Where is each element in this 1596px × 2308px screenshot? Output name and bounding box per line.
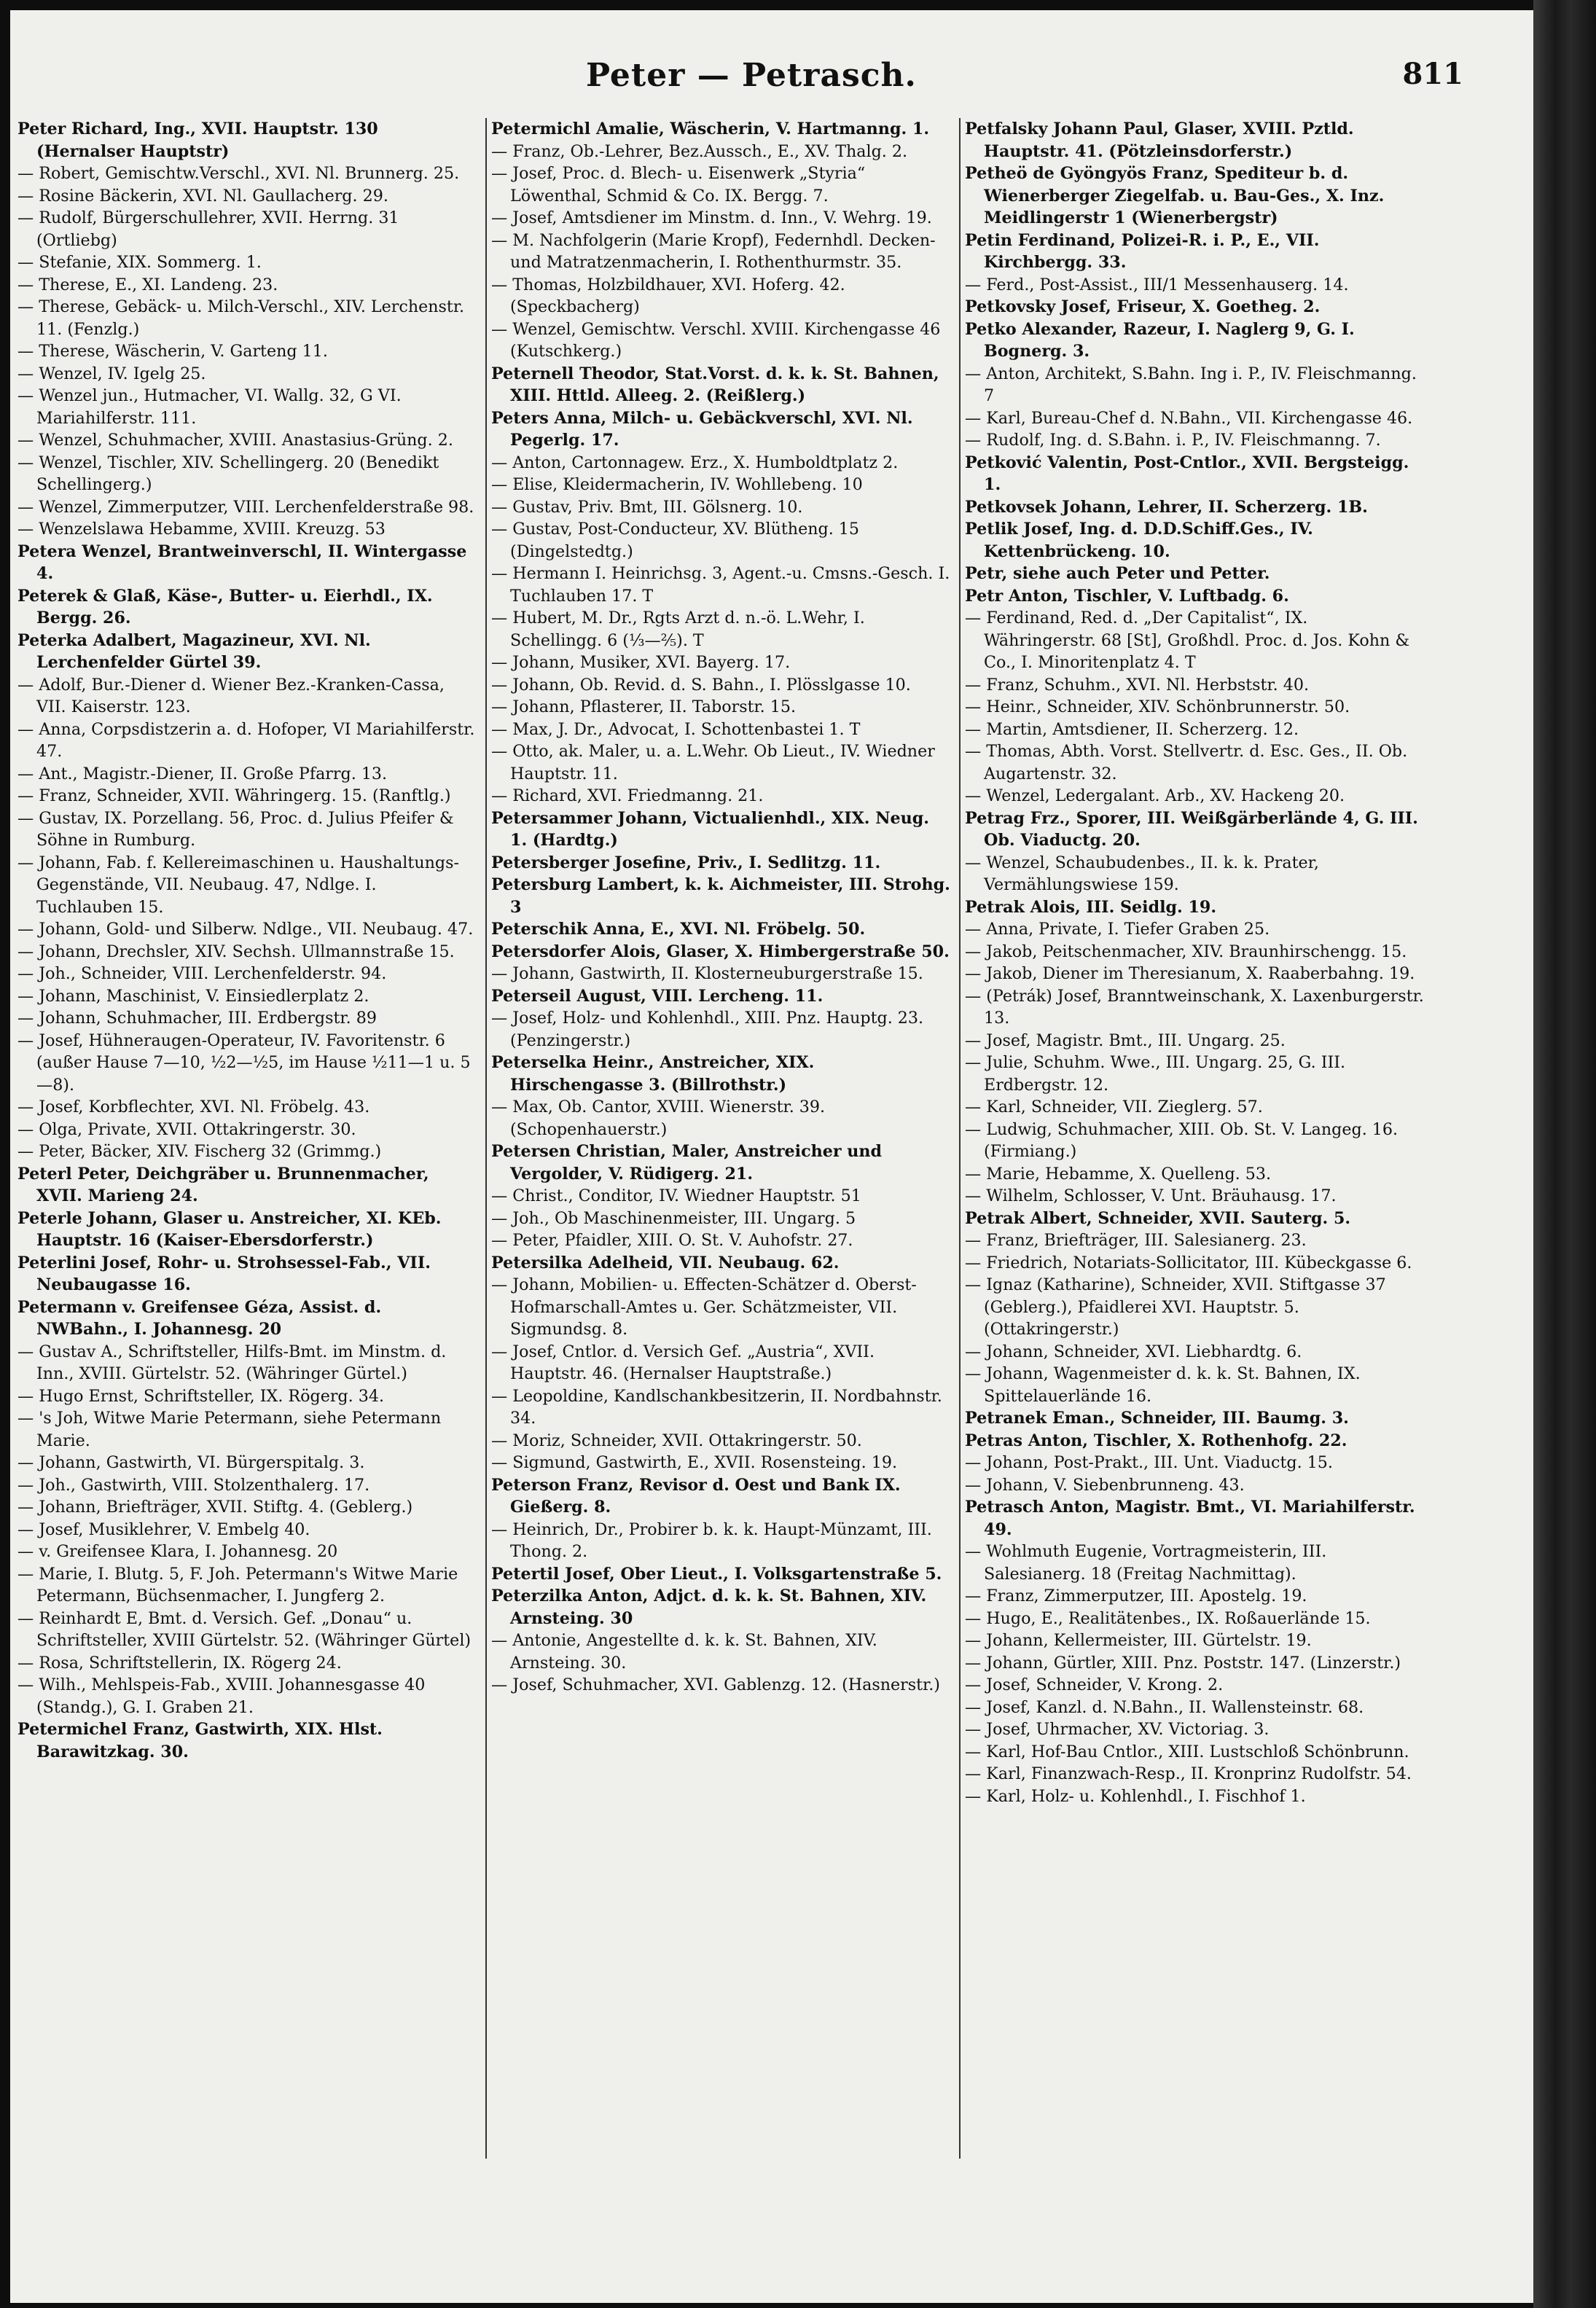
directory-entry: — Ferd., Post-Assist., III/1 Messenhauserg. 14. (965, 275, 1349, 294)
directory-entry: — Josef, Uhrmacher, XV. Victoriag. 3. (965, 1720, 1270, 1739)
directory-entry: — Johann, Kellermeister, III. Gürtelstr. 19. (965, 1631, 1312, 1650)
directory-entry: — Leopoldine, Kandlschankbesitzerin, II. Nordbahnstr. 34. (491, 1386, 942, 1428)
directory-entry: — Thomas, Abth. Vorst. Stellvertr. d. Esc. Ges., II. Ob. Augartenstr. 32. (965, 742, 1408, 783)
directory-entry: — Christ., Conditor, IV. Wiedner Hauptstr. 51 (491, 1186, 861, 1205)
directory-entry: — M. Nachfolgerin (Marie Kropf), Federnhdl. Decken- und Matratzenmacherin, I. Rothenthurmstr. 35. (491, 230, 936, 272)
directory-entry: — Anton, Cartonnagew. Erz., X. Humboldtplatz 2. (491, 453, 899, 472)
directory-entry: — Franz, Zimmerputzer, III. Apostelg. 19. (965, 1587, 1307, 1605)
directory-entry: — Robert, Gemischtw.Verschl., XVI. Nl. Brunnerg. 25. (17, 164, 460, 183)
directory-entry: — Julie, Schuhm. Wwe., III. Ungarg. 25, G. III. Erdbergstr. 12. (965, 1053, 1346, 1095)
directory-entry: — Hugo Ernst, Schriftsteller, IX. Rögerg. 34. (17, 1386, 385, 1406)
directory-entry: — Franz, Briefträger, III. Salesianerg. 23. (965, 1231, 1307, 1250)
directory-entry: — Josef, Schuhmacher, XVI. Gablenzg. 12. (Hasnerstr.) (491, 1675, 940, 1694)
directory-entry: Petrak Albert, Schneider, XVII. Sauterg. 5. (965, 1208, 1351, 1228)
directory-entry: — Franz, Schneider, XVII. Währingerg. 15. (Ranftlg.) (17, 786, 451, 805)
directory-entry: — Wenzel, Tischler, XIV. Schellingerg. 20 (Benedikt Schellingerg.) (17, 453, 439, 494)
directory-entry: — Reinhardt E, Bmt. d. Versich. Gef. „Donau“ u. Schriftsteller, XVIII Gürtelstr. 52. (Währinger Gürtel) (17, 1608, 472, 1650)
page-number: 811 (1402, 57, 1463, 91)
directory-entry: Peterl Peter, Deichgräber u. Brunnenmacher, XVII. Marieng 24. (17, 1164, 429, 1205)
directory-entry: — Wenzel, Zimmerputzer, VIII. Lerchenfelderstraße 98. (17, 497, 474, 517)
directory-entry: — Anton, Architekt, S.Bahn. Ing i. P., IV. Fleischmanng. 7 (965, 364, 1417, 405)
directory-entry: Peterka Adalbert, Magazineur, XVI. Nl. Lerchenfelder Gürtel 39. (17, 630, 371, 672)
directory-entry: Petković Valentin, Post-Cntlor., XVII. Bergsteigg. 1. (965, 453, 1409, 494)
directory-entry: — Therese, E., XI. Landeng. 23. (17, 275, 278, 294)
directory-entry: — Josef, Musiklehrer, V. Embelg 40. (17, 1519, 310, 1539)
directory-entry: — Heinrich, Dr., Probirer b. k. k. Haupt-Münzamt, III. Thong. 2. (491, 1519, 932, 1561)
directory-entry: — Josef, Proc. d. Blech- u. Eisenwerk „Styria“ Löwenthal, Schmid & Co. IX. Bergg. 7. (491, 164, 866, 206)
directory-entry: — Rudolf, Bürgerschullehrer, XVII. Herrng. 31 (Ortliebg) (17, 208, 399, 250)
directory-entry: — Wenzel, Ledergalant. Arb., XV. Hackeng 20. (965, 786, 1345, 805)
directory-entry: Petheö de Gyöngyös Franz, Spediteur b. d. Wienerberger Ziegelfab. u. Bau-Ges., X. Inz. Meidlingerstr 1 (Wienerbergstr) (965, 164, 1385, 227)
directory-column-1 (17, 118, 477, 1763)
directory-entry: — Franz, Schuhm., XVI. Nl. Herbststr. 40. (965, 675, 1310, 695)
directory-entry: — Johann, Drechsler, XIV. Sechsh. Ullmannstraße 15. (17, 942, 455, 961)
directory-entry: — Joh., Gastwirth, VIII. Stolzenthalerg. 17. (17, 1475, 370, 1495)
directory-entry: — Wohlmuth Eugenie, Vortragmeisterin, III. Salesianerg. 18 (Freitag Nachmittag). (965, 1542, 1327, 1584)
directory-entry: Petras Anton, Tischler, X. Rothenhofg. 22. (965, 1431, 1347, 1450)
directory-entry: — Ludwig, Schuhmacher, XIII. Ob. St. V. Langeg. 16. (Firmiang.) (965, 1119, 1399, 1161)
directory-entry: — Johann, Maschinist, V. Einsiedlerplatz 2. (17, 986, 369, 1006)
directory-entry: — Josef, Korbflechter, XVI. Nl. Fröbelg. 43. (17, 1098, 370, 1116)
directory-entry: — Thomas, Holzbildhauer, XVI. Hoferg. 42. (Speckbacherg) (491, 275, 845, 316)
directory-entry: Peterzilka Anton, Adjct. d. k. k. St. Bahnen, XIV. Arnsteing. 30 (491, 1587, 927, 1628)
directory-entry: Peterschik Anna, E., XVI. Nl. Fröbelg. 50. (491, 920, 866, 939)
directory-entry: Petersilka Adelheid, VII. Neubaug. 62. (491, 1253, 840, 1272)
directory-entry: Petermichel Franz, Gastwirth, XIX. Hlst. Barawitzkag. 30. (17, 1720, 383, 1761)
directory-entry: Petermichl Amalie, Wäscherin, V. Hartmanng. 1. (491, 120, 930, 138)
directory-entry: Petertil Josef, Ober Lieut., I. Volksgartenstraße 5. (491, 1564, 942, 1584)
directory-entry: Petko Alexander, Razeur, I. Naglerg 9, G. I. Bognerg. 3. (965, 319, 1355, 361)
directory-entry: — (Petrák) Josef, Branntweinschank, X. Laxenburgerstr. 13. (965, 986, 1424, 1028)
directory-entry: — Johann, Wagenmeister d. k. k. St. Bahnen, IX. Spittelauerlände 16. (965, 1364, 1361, 1406)
directory-entry: Petkovsky Josef, Friseur, X. Goetheg. 2. (965, 297, 1321, 316)
directory-entry: — Karl, Bureau-Chef d. N.Bahn., VII. Kirchengasse 46. (965, 408, 1413, 428)
directory-entry: — Johann, V. Siebenbrunneng. 43. (965, 1475, 1245, 1495)
directory-entry: — Johann, Briefträger, XVII. Stiftg. 4. (Geblerg.) (17, 1498, 413, 1517)
directory-entry: — Stefanie, XIX. Sommerg. 1. (17, 253, 262, 272)
directory-entry: — Johann, Schneider, XVI. Liebhardtg. 6. (965, 1342, 1302, 1361)
directory-entry: — Johann, Ob. Revid. d. S. Bahn., I. Plösslgasse 10. (491, 675, 911, 695)
directory-entry: — Peter, Pfaidler, XIII. O. St. V. Auhofstr. 27. (491, 1231, 853, 1250)
directory-entry: — Anna, Private, I. Tiefer Graben 25. (965, 920, 1270, 939)
directory-entry: — Sigmund, Gastwirth, E., XVII. Rosensteing. 19. (491, 1453, 898, 1472)
directory-entry: Petkovsek Johann, Lehrer, II. Scherzerg. 1B. (965, 497, 1368, 517)
directory-entry: — Johann, Post-Prakt., III. Unt. Viaductg. 15. (965, 1453, 1333, 1472)
directory-entry: — Richard, XVI. Friedmanng. 21. (491, 786, 764, 805)
directory-entry: — Johann, Pflasterer, II. Taborstr. 15. (491, 697, 797, 716)
directory-page (10, 10, 1533, 2303)
directory-entry: — Wenzel, Schuhmacher, XVIII. Anastasius-Grüng. 2. (17, 431, 453, 450)
directory-entry: — Olga, Private, XVII. Ottakringerstr. 30. (17, 1119, 356, 1139)
directory-entry: — Max, J. Dr., Advocat, I. Schottenbastei 1. T (491, 719, 861, 739)
directory-entry: Petr Anton, Tischler, V. Luftbadg. 6. (965, 586, 1289, 606)
directory-entry: — Ant., Magistr.-Diener, II. Große Pfarrg. 13. (17, 764, 388, 783)
directory-entry: — Josef, Hühneraugen-Operateur, IV. Favoritenstr. 6 (außer Hause 7—10, ½2—½5, im Hause ½11—1 u. 5—8). (17, 1030, 471, 1095)
directory-entry: Peterselka Heinr., Anstreicher, XIX. Hirschengasse 3. (Billrothstr.) (491, 1053, 815, 1095)
directory-entry: — Jakob, Peitschenmacher, XIV. Braunhirschengg. 15. (965, 942, 1407, 961)
directory-entry: — Ignaz (Katharine), Schneider, XVII. Stiftgasse 37 (Geblerg.), Pfaidlerei XVI. Hauptstr. 5. (Ottakringerstr.) (965, 1275, 1386, 1339)
directory-entry: — Hermann I. Heinrichsg. 3, Agent.-u. Cmsns.-Gesch. I. Tuchlauben 17. T (491, 564, 950, 606)
directory-entry: Petranek Eman., Schneider, III. Baumg. 3. (965, 1409, 1349, 1428)
directory-entry: — Wilhelm, Schlosser, V. Unt. Bräuhausg. 17. (965, 1186, 1337, 1205)
directory-entry: — Karl, Holz- u. Kohlenhdl., I. Fischhof 1. (965, 1786, 1306, 1806)
directory-entry: — Rudolf, Ing. d. S.Bahn. i. P., IV. Fleischmanng. 7. (965, 431, 1381, 450)
directory-entry: — v. Greifensee Klara, I. Johannesg. 20 (17, 1542, 338, 1561)
directory-entry: Petrak Alois, III. Seidlg. 19. (965, 897, 1217, 917)
directory-entry: — Marie, Hebamme, X. Quelleng. 53. (965, 1164, 1272, 1184)
directory-entry: — Johann, Gold- und Silberw. Ndlge., VII. Neubaug. 47. (17, 920, 474, 939)
directory-entry: — Hugo, E., Realitätenbes., IX. Roßauerlände 15. (965, 1608, 1371, 1628)
directory-entry: — Franz, Ob.-Lehrer, Bez.Aussch., E., XV. Thalg. 2. (491, 141, 908, 161)
directory-entry: — Hubert, M. Dr., Rgts Arzt d. n.-ö. L.Wehr, I. Schellingg. 6 (⅓—⅖). T (491, 609, 865, 650)
directory-entry: — Johann, Mobilien- u. Effecten-Schätzer d. Oberst-Hofmarschall-Amtes u. Ger. Schätzmeister, VII. Sigmundsg. 8. (491, 1275, 917, 1339)
directory-entry: — Moriz, Schneider, XVII. Ottakringerstr. 50. (491, 1431, 862, 1450)
directory-entry: Petersdorfer Alois, Glaser, X. Himbergerstraße 50. (491, 942, 950, 961)
column-divider (485, 118, 487, 2159)
directory-entry: Petersammer Johann, Victualienhdl., XIX. Neug. 1. (Hardtg.) (491, 808, 930, 850)
directory-entry: — Gustav, Priv. Bmt, III. Gölsnerg. 10. (491, 497, 803, 517)
directory-entry: — Max, Ob. Cantor, XVIII. Wienerstr. 39. (Schopenhauerstr.) (491, 1098, 826, 1139)
directory-column-3 (965, 118, 1424, 1807)
directory-entry: Peterle Johann, Glaser u. Anstreicher, XI. KEb. Hauptstr. 16 (Kaiser-Ebersdorferstr.) (17, 1208, 442, 1250)
directory-entry: — Johann, Schuhmacher, III. Erdbergstr. 89 (17, 1009, 377, 1028)
directory-entry: Peterseil August, VIII. Lercheng. 11. (491, 986, 824, 1006)
directory-entry: — Karl, Finanzwach-Resp., II. Kronprinz Rudolfstr. 54. (965, 1764, 1412, 1783)
directory-entry: — Karl, Hof-Bau Cntlor., XIII. Lustschloß Schönbrunn. (965, 1742, 1409, 1761)
column-divider (959, 118, 961, 2159)
directory-entry: — Joh., Schneider, VIII. Lerchenfelderstr. 94. (17, 964, 387, 983)
directory-entry: Peternell Theodor, Stat.Vorst. d. k. k. St. Bahnen, XIII. Httld. Alleeg. 2. (Reißlerg.) (491, 364, 939, 405)
page-header (10, 57, 1482, 108)
directory-entry: Petrasch Anton, Magistr. Bmt., VI. Mariahilferstr. 49. (965, 1498, 1415, 1539)
directory-entry: Petermann v. Greifensee Géza, Assist. d. NWBahn., I. Johannesg. 20 (17, 1297, 382, 1339)
directory-entry: — Josef, Magistr. Bmt., III. Ungarg. 25. (965, 1030, 1286, 1050)
directory-entry: — Josef, Cntlor. d. Versich Gef. „Austria“, XVII. Hauptstr. 46. (Hernalser Hauptstraße.) (491, 1342, 875, 1383)
directory-entry: Petrag Frz., Sporer, III. Weißgärberlände 4, G. III. Ob. Viaductg. 20. (965, 808, 1418, 850)
directory-entry: Peter Richard, Ing., XVII. Hauptstr. 130 (Hernalser Hauptstr) (17, 120, 378, 161)
directory-entry: — Gustav, Post-Conducteur, XV. Blütheng. 15 (Dingelstedtg.) (491, 520, 860, 561)
directory-entry: — Gustav A., Schriftsteller, Hilfs-Bmt. im Minstm. d. Inn., XVIII. Gürtelstr. 52. (Währinger Gürtel.) (17, 1342, 447, 1383)
directory-entry: Peterlini Josef, Rohr- u. Strohsessel-Fab., VII. Neubaugasse 16. (17, 1253, 431, 1294)
directory-entry: Petfalsky Johann Paul, Glaser, XVIII. Pztld. Hauptstr. 41. (Pötzleinsdorferstr.) (965, 120, 1354, 161)
directory-entry: — Rosine Bäckerin, XVI. Nl. Gaullacherg. 29. (17, 186, 388, 206)
directory-entry: Petersburg Lambert, k. k. Aichmeister, III. Strohg. 3 (491, 875, 950, 917)
directory-entry: — Josef, Kanzl. d. N.Bahn., II. Wallensteinstr. 68. (965, 1697, 1364, 1717)
directory-entry: — Wenzel, Gemischtw. Verschl. XVIII. Kirchengasse 46 (Kutschkerg.) (491, 319, 941, 361)
directory-entry: Petersen Christian, Maler, Anstreicher und Vergolder, V. Rüdigerg. 21. (491, 1142, 883, 1184)
directory-entry: — Heinr., Schneider, XIV. Schönbrunnerstr. 50. (965, 697, 1350, 716)
directory-entry: — 's Joh, Witwe Marie Petermann, siehe Petermann Marie. (17, 1409, 442, 1450)
directory-entry: — Antonie, Angestellte d. k. k. St. Bahnen, XIV. Arnsteing. 30. (491, 1631, 877, 1673)
directory-entry: — Therese, Wäscherin, V. Garteng 11. (17, 342, 328, 361)
directory-entry: — Marie, I. Blutg. 5, F. Joh. Petermann's Witwe Marie Petermann, Büchsenmacher, I. Jungferg 2. (17, 1564, 458, 1605)
directory-entry: — Wenzel jun., Hutmacher, VI. Wallg. 32, G VI. Mariahilferstr. 111. (17, 386, 402, 428)
directory-entry: — Peter, Bäcker, XIV. Fischerg 32 (Grimmg.) (17, 1142, 382, 1161)
directory-entry: Petersberger Josefine, Priv., I. Sedlitzg. 11. (491, 853, 881, 872)
directory-entry: — Johann, Gastwirth, II. Klosterneuburgerstraße 15. (491, 964, 923, 983)
directory-entry: — Johann, Fab. f. Kellereimaschinen u. Haushaltungs-Gegenstände, VII. Neubaug. 47, Ndlge. I. Tuchlauben 15. (17, 853, 459, 917)
directory-entry: — Martin, Amtsdiener, II. Scherzerg. 12. (965, 719, 1299, 739)
directory-entry: — Johann, Musiker, XVI. Bayerg. 17. (491, 653, 791, 672)
directory-entry: Peterek & Glaß, Käse-, Butter- u. Eierhdl., IX. Bergg. 26. (17, 586, 433, 627)
directory-entry: — Friedrich, Notariats-Sollicitator, III. Kübeckgasse 6. (965, 1253, 1412, 1272)
directory-entry: Petin Ferdinand, Polizei-R. i. P., E., VII. Kirchbergg. 33. (965, 230, 1320, 272)
directory-entry: Peters Anna, Milch- u. Gebäckverschl, XVI. Nl. Pegerlg. 17. (491, 408, 913, 450)
directory-entry: — Wilh., Mehlspeis-Fab., XVIII. Johannesgasse 40 (Standg.), G. I. Graben 21. (17, 1675, 426, 1717)
directory-entry: Petr, siehe auch Peter und Petter. (965, 564, 1270, 583)
book-gutter (1533, 0, 1596, 2308)
directory-entry: — Adolf, Bur.-Diener d. Wiener Bez.-Kranken-Cassa, VII. Kaiserstr. 123. (17, 675, 445, 716)
directory-entry: — Gustav, IX. Porzellang. 56, Proc. d. Julius Pfeifer & Söhne in Rumburg. (17, 808, 454, 850)
page-title: Peter — Petrasch. (586, 57, 917, 94)
directory-entry: — Josef, Holz- und Kohlenhdl., XIII. Pnz. Hauptg. 23. (Penzingerstr.) (491, 1009, 924, 1050)
directory-entry: — Rosa, Schriftstellerin, IX. Rögerg 24. (17, 1653, 342, 1673)
directory-entry: — Joh., Ob Maschinenmeister, III. Ungarg. 5 (491, 1208, 856, 1228)
directory-entry: — Therese, Gebäck- u. Milch-Verschl., XIV. Lerchenstr. 11. (Fenzlg.) (17, 297, 465, 339)
directory-entry: — Wenzelslawa Hebamme, XVIII. Kreuzg. 53 (17, 520, 386, 539)
directory-entry: — Karl, Schneider, VII. Zieglerg. 57. (965, 1098, 1263, 1116)
directory-entry: — Ferdinand, Red. d. „Der Capitalist“, IX. Währingerstr. 68 [St], Großhdl. Proc. d. Jos. Kohn & Co., I. Minoritenplatz 4. T (965, 609, 1410, 672)
directory-entry: — Anna, Corpsdistzerin a. d. Hofoper, VI Mariahilferstr. 47. (17, 719, 475, 761)
directory-entry: Petera Wenzel, Brantweinverschl, II. Wintergasse 4. (17, 541, 467, 583)
directory-entry: — Josef, Amtsdiener im Minstm. d. Inn., V. Wehrg. 19. (491, 208, 932, 227)
directory-entry: — Johann, Gürtler, XIII. Pnz. Poststr. 147. (Linzerstr.) (965, 1653, 1401, 1673)
directory-entry: Petlik Josef, Ing. d. D.D.Schiff.Ges., IV. Kettenbrückeng. 10. (965, 520, 1313, 561)
directory-entry: — Johann, Gastwirth, VI. Bürgerspitalg. 3. (17, 1453, 365, 1472)
directory-entry: Peterson Franz, Revisor d. Oest und Bank IX. Gießerg. 8. (491, 1475, 901, 1517)
directory-entry: — Wenzel, IV. Igelg 25. (17, 364, 206, 383)
directory-column-2 (491, 118, 950, 1697)
directory-entry: — Wenzel, Schaubudenbes., II. k. k. Prater, Vermählungswiese 159. (965, 853, 1319, 894)
directory-entry: — Otto, ak. Maler, u. a. L.Wehr. Ob Lieut., IV. Wiedner Hauptstr. 11. (491, 742, 935, 783)
directory-entry: — Elise, Kleidermacherin, IV. Wohllebeng. 10 (491, 475, 863, 494)
directory-entry: — Josef, Schneider, V. Krong. 2. (965, 1675, 1224, 1694)
directory-entry: — Jakob, Diener im Theresianum, X. Raaberbahng. 19. (965, 964, 1415, 983)
